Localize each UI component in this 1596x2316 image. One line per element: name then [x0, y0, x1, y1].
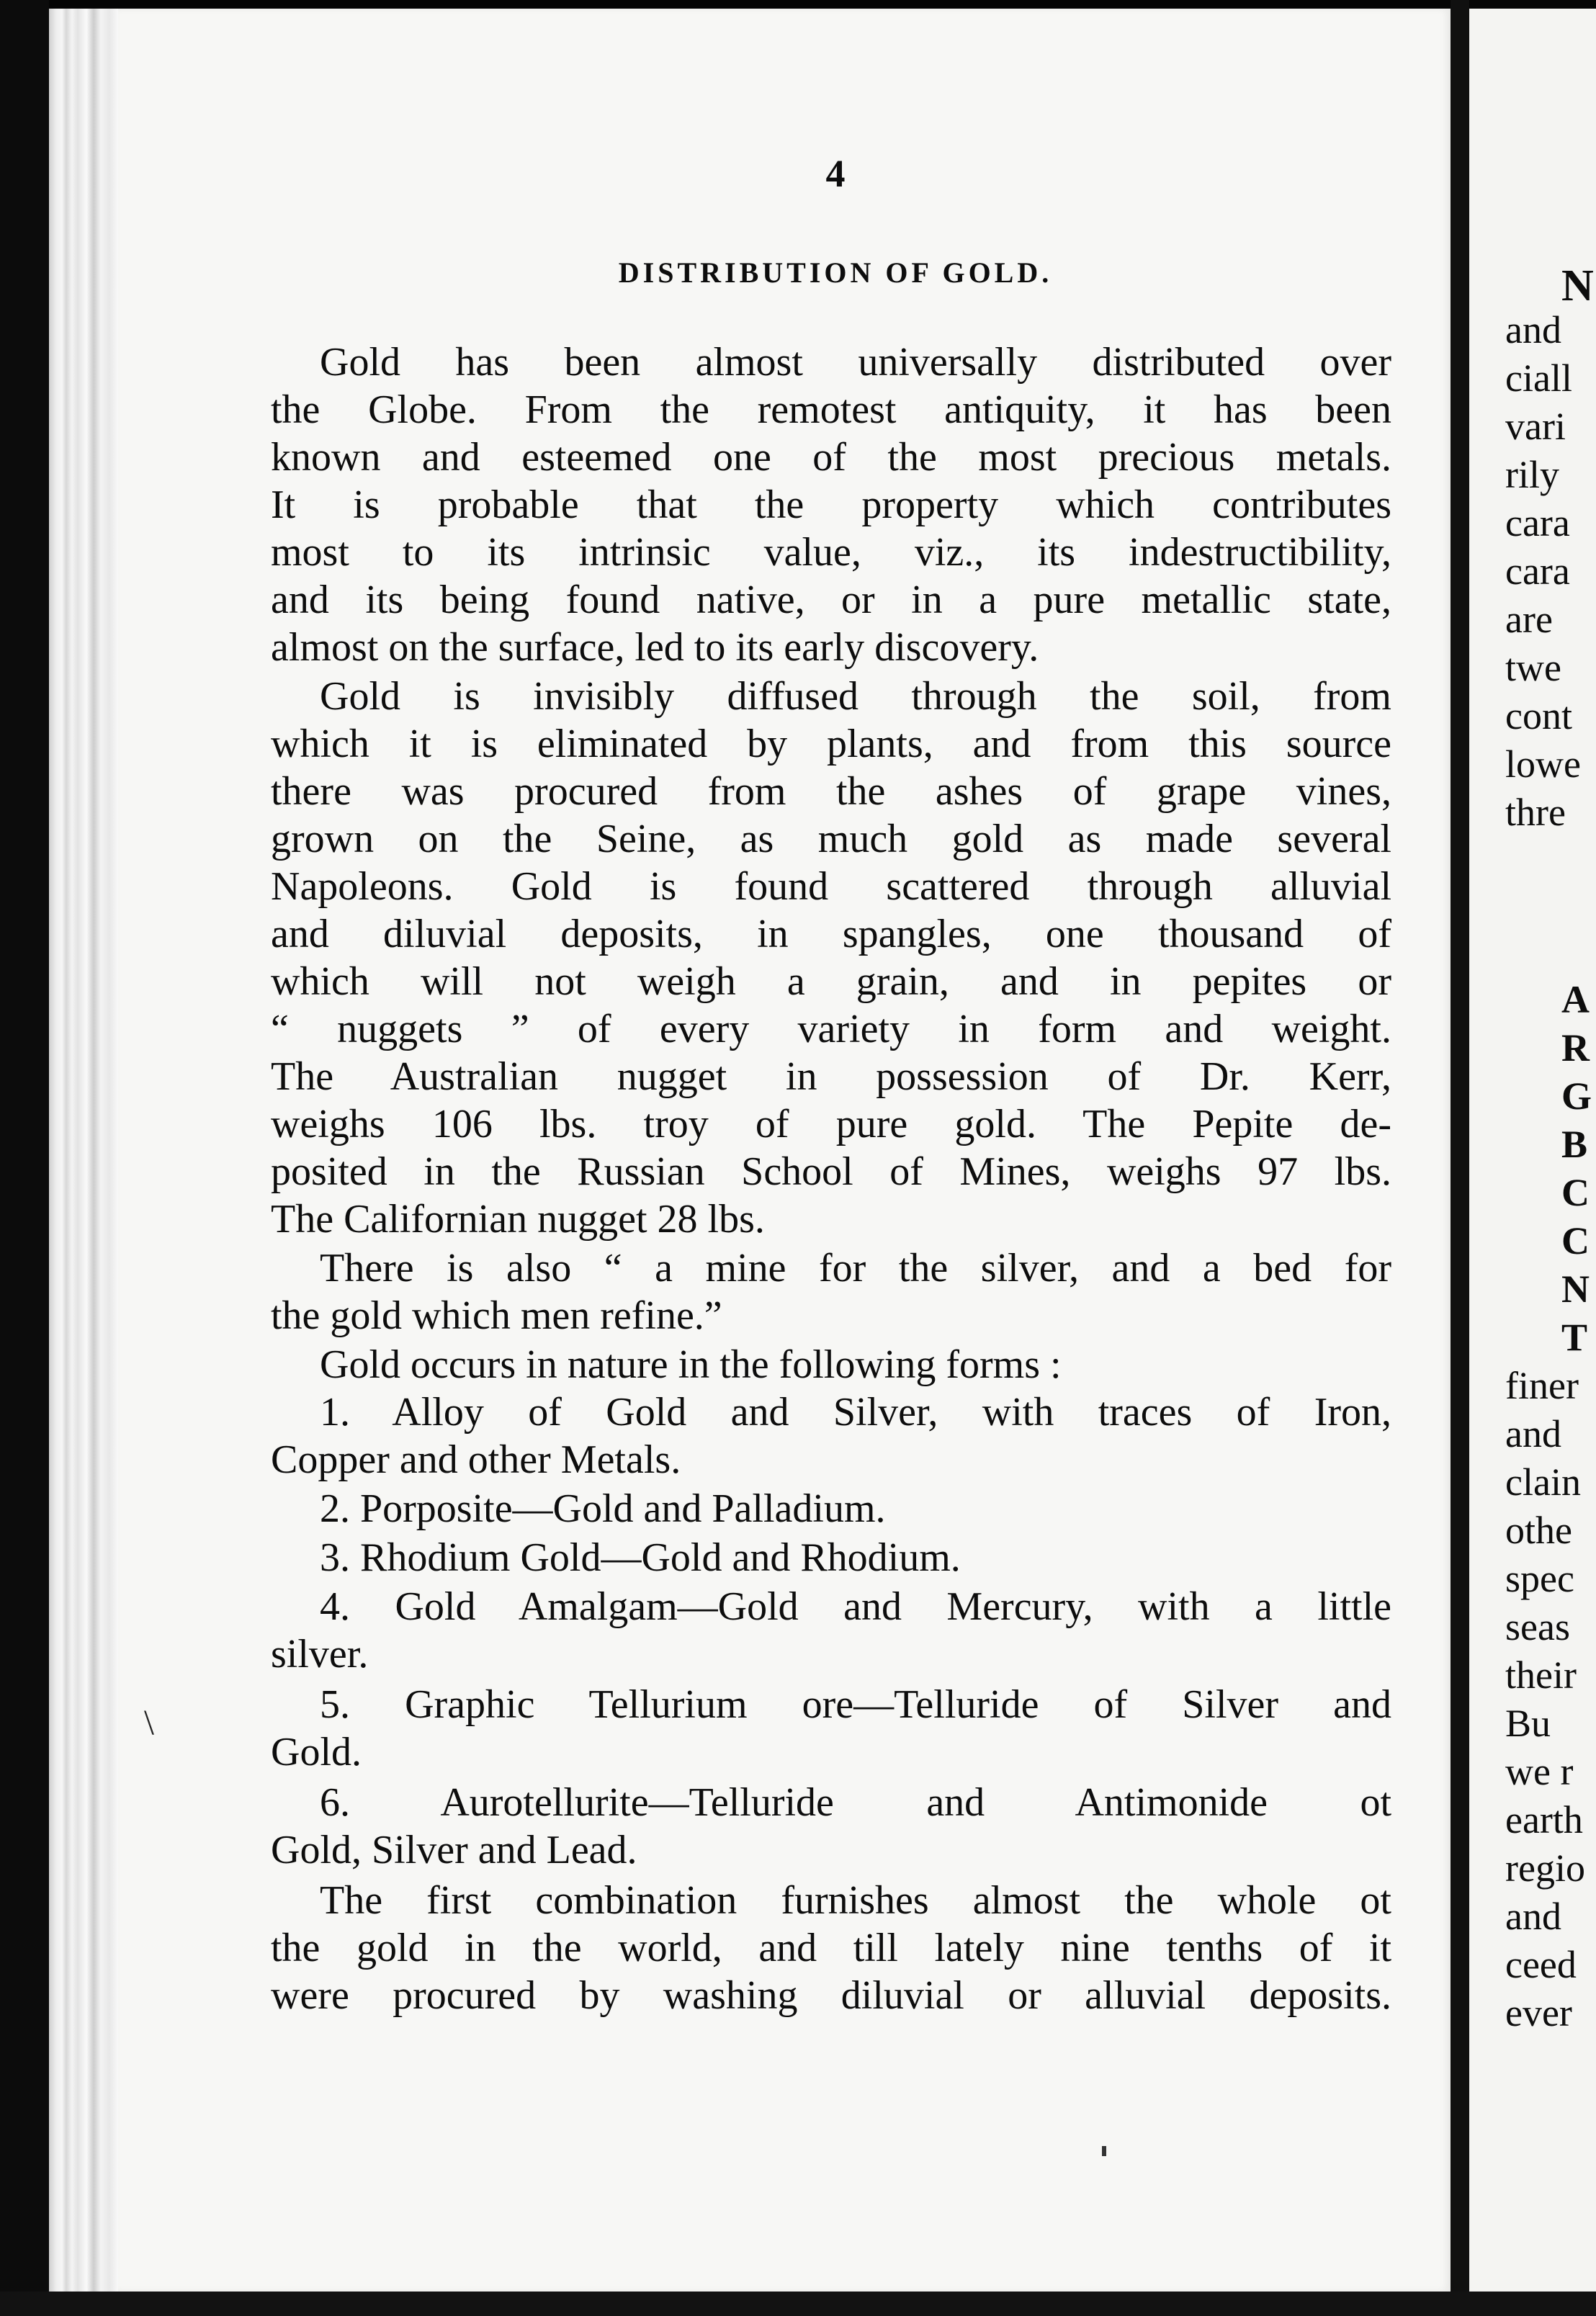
text-line: Gold is invisibly diffused through the soil, from — [320, 674, 1391, 719]
text-line: Napoleons. Gold is found scattered through alluvial — [271, 864, 1391, 909]
right-page-fragment: ever — [1505, 1991, 1572, 2034]
list-item: 1. Alloy of Gold and Silver, with traces of Iron, — [320, 1390, 1391, 1435]
right-page-fragment: vari — [1505, 405, 1566, 448]
right-page-fragment: ciall — [1505, 356, 1572, 400]
text-line: there was procured from the ashes of grape vines, — [271, 769, 1391, 814]
right-page-fragment: Bu — [1505, 1702, 1551, 1745]
text-line: It is probable that the property which contributes — [271, 482, 1391, 527]
text-line: the gold in the world, and till lately nine tenths of it — [271, 1926, 1391, 1970]
right-page-capital: C — [1561, 1171, 1590, 1214]
right-page-capital: C — [1561, 1219, 1590, 1262]
right-page-fragment: clain — [1505, 1460, 1581, 1504]
ink-speck — [1102, 2146, 1106, 2156]
right-page-fragment: finer — [1505, 1364, 1579, 1407]
text-line: and its being found native, or in a pure metallic state, — [271, 578, 1391, 622]
book-page-right-fragment — [1469, 9, 1596, 2292]
text-line: known and esteemed one of the most precious metals. — [271, 435, 1391, 480]
list-item: 2. Porposite—Gold and Palladium. — [320, 1486, 886, 1531]
text-line: The Californian nugget 28 lbs. — [271, 1197, 765, 1242]
right-page-fragment: lowe — [1505, 742, 1581, 786]
page-number: 4 — [825, 152, 846, 195]
right-page-fragment: rily — [1505, 453, 1559, 496]
text-line: most to its intrinsic value, viz., its indestructibility, — [271, 530, 1391, 575]
right-page-capital: N — [1561, 1267, 1590, 1311]
section-heading: DISTRIBUTION OF GOLD. — [618, 256, 1053, 289]
list-item-continuation: Gold, Silver and Lead. — [271, 1828, 637, 1872]
text-line: and diluvial deposits, in spangles, one thousand of — [271, 912, 1391, 956]
right-page-fragment: earth — [1505, 1798, 1583, 1841]
right-page-fragment: their — [1505, 1653, 1577, 1697]
right-page-fragment: twe — [1505, 646, 1561, 689]
list-item-continuation: Gold. — [271, 1730, 362, 1774]
right-page-fragment: and — [1505, 1412, 1561, 1455]
right-page-fragment: thre — [1505, 791, 1566, 834]
text-line: the gold which men refine.” — [271, 1293, 722, 1338]
right-page-letter: N — [1561, 261, 1594, 310]
right-page-fragment: and — [1505, 1895, 1561, 1938]
right-page-fragment: spec — [1505, 1557, 1574, 1600]
right-page-capital: A — [1561, 978, 1590, 1021]
right-page-fragment: othe — [1505, 1509, 1572, 1552]
text-line: almost on the surface, led to its early discovery. — [271, 625, 1039, 670]
scan-bottom-border — [0, 2292, 1596, 2316]
text-line: grown on the Seine, as much gold as made several — [271, 817, 1391, 861]
text-line: the Globe. From the remotest antiquity, it has been — [271, 387, 1391, 432]
text-line: which it is eliminated by plants, and from this source — [271, 722, 1391, 766]
text-line: Gold has been almost universally distributed over — [320, 340, 1391, 385]
right-page-capital: B — [1561, 1123, 1588, 1166]
text-line: There is also “ a mine for the silver, and a bed for — [320, 1246, 1391, 1291]
list-item: 6. Aurotellurite—Telluride and Antimonide ot — [320, 1780, 1391, 1825]
right-page-capital: R — [1561, 1026, 1590, 1069]
right-page-capital: G — [1561, 1074, 1592, 1118]
list-item: 4. Gold Amalgam—Gold and Mercury, with a little — [320, 1584, 1391, 1629]
right-page-fragment: ceed — [1505, 1943, 1577, 1986]
right-page-fragment: cara — [1505, 501, 1570, 544]
text-line: weighs 106 lbs. troy of pure gold. The Pepite de- — [271, 1102, 1391, 1146]
list-item-continuation: silver. — [271, 1632, 369, 1677]
list-item: 3. Rhodium Gold—Gold and Rhodium. — [320, 1535, 961, 1580]
right-page-fragment: seas — [1505, 1605, 1570, 1648]
margin-mark: \ — [144, 1702, 154, 1742]
text-line: Gold occurs in nature in the following forms : — [320, 1342, 1062, 1387]
right-page-fragment: cont — [1505, 694, 1572, 737]
right-page-fragment: cara — [1505, 549, 1570, 593]
book-page-edges — [49, 9, 118, 2292]
book-gutter — [1451, 0, 1469, 2316]
right-page-fragment: regio — [1505, 1846, 1585, 1890]
text-line: “ nuggets ” of every variety in form and weight. — [271, 1007, 1391, 1051]
right-page-capital: T — [1561, 1316, 1588, 1359]
text-line: which will not weigh a grain, and in pepites or — [271, 959, 1391, 1004]
text-line: The Australian nugget in possession of Dr. Kerr, — [271, 1054, 1391, 1099]
list-item: 5. Graphic Tellurium ore—Telluride of Silver and — [320, 1682, 1391, 1727]
right-page-fragment: are — [1505, 598, 1553, 641]
scan-left-border — [0, 0, 49, 2316]
text-line: posited in the Russian School of Mines, weighs 97 lbs. — [271, 1149, 1391, 1194]
list-item-continuation: Copper and other Metals. — [271, 1437, 681, 1482]
right-page-fragment: we r — [1505, 1750, 1574, 1793]
right-page-fragment: and — [1505, 308, 1561, 351]
text-line: were procured by washing diluvial or alluvial deposits. — [271, 1973, 1391, 2018]
text-line: The first combination furnishes almost the whole ot — [320, 1878, 1391, 1923]
